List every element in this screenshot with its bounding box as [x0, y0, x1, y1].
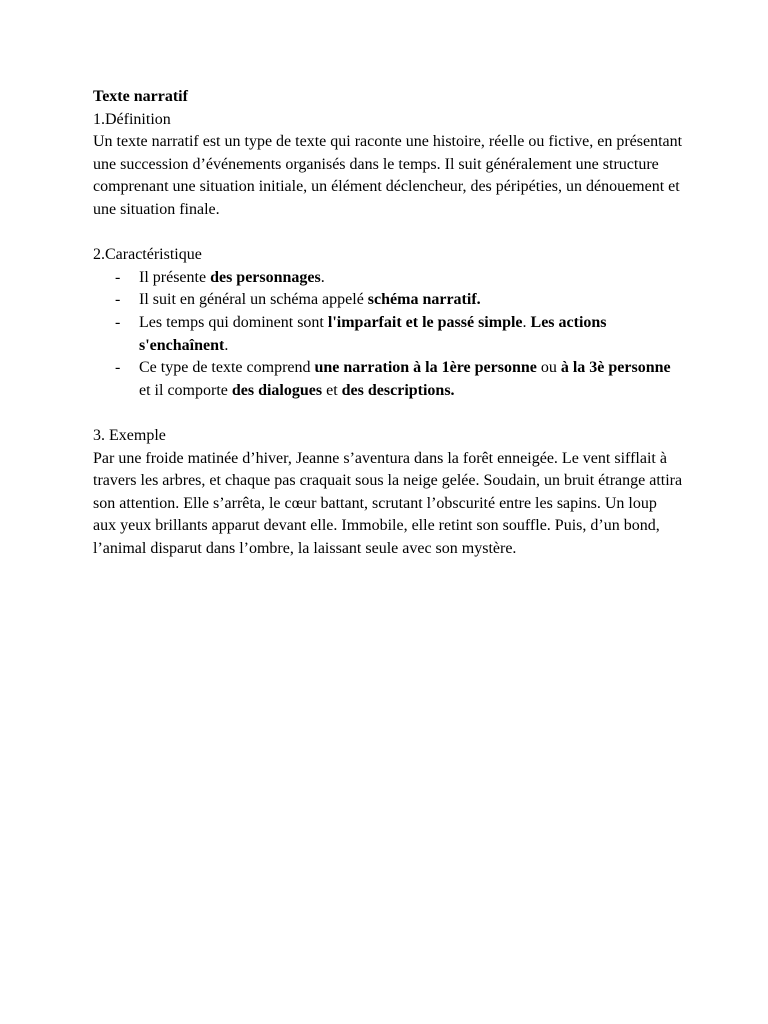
- document-title: Texte narratif: [93, 88, 188, 105]
- example-paragraph: Par une froide matinée d’hiver, Jeanne s’aventura dans la forêt enneigée. Le vent sifflait à travers les arbres, et chaque pas craquait sous la neige gelée. Soudain, un bruit étrange attira son attention. Elle s’arrêta, le cœur battant, scrutant l’obscurité entre les sapins. Un loup aux yeux brillants apparut devant elle. Immobile, elle retint son souffle. Puis, d’un bond, l’animal disparut dans l’ombre, la laissant seule avec son mystère.: [93, 449, 683, 557]
- item-bold-text: des descriptions.: [341, 381, 455, 399]
- document-page: [93, 86, 683, 560]
- item-text: Les temps qui dominent sont: [139, 313, 328, 331]
- item-text: .: [224, 336, 229, 354]
- item-bold-text: des personnages: [210, 268, 321, 286]
- paragraph-spacer: [93, 222, 683, 245]
- item-bold-text: schéma narratif.: [367, 291, 481, 309]
- item-text: et il comporte: [139, 381, 232, 399]
- bullet-dash: -: [115, 313, 121, 331]
- bullet-dash: -: [115, 291, 121, 309]
- paragraph-spacer: [93, 402, 683, 425]
- item-bold-text: à la 3è personne: [560, 359, 671, 377]
- item-text: et: [322, 381, 342, 399]
- list-item: [93, 357, 683, 402]
- item-bold-text: des dialogues: [231, 381, 323, 399]
- list-item: [93, 289, 683, 312]
- bullet-dash: -: [115, 359, 121, 377]
- item-text: .: [522, 313, 531, 331]
- item-bold-text: une narration à la 1ère personne: [314, 359, 537, 377]
- definition-heading: 1.Définition: [93, 110, 171, 128]
- characteristics-list: [93, 267, 683, 403]
- list-item: [93, 267, 683, 290]
- item-text: ou: [536, 359, 561, 377]
- item-bold-text: l'imparfait et le passé simple: [327, 313, 523, 331]
- definition-paragraph: Un texte narratif est un type de texte qui raconte une histoire, réelle ou fictive, en présentant une succession d’événements organisés dans le temps. Il suit généralement une structure comprenant une situation initiale, un élément déclencheur, des péripéties, un dénouement et une situation finale.: [93, 133, 683, 218]
- characteristics-heading: 2.Caractéristique: [93, 246, 202, 264]
- item-text: Ce type de texte comprend: [139, 359, 315, 377]
- item-text: .: [320, 268, 325, 286]
- bullet-dash: -: [115, 268, 121, 286]
- item-text: Il présente: [139, 268, 211, 286]
- example-heading: 3. Exemple: [93, 426, 166, 444]
- list-item: [93, 312, 683, 357]
- item-text: Il suit en général un schéma appelé: [139, 291, 368, 309]
- item-bold-text: Les actions s'enchaînent: [139, 313, 607, 354]
